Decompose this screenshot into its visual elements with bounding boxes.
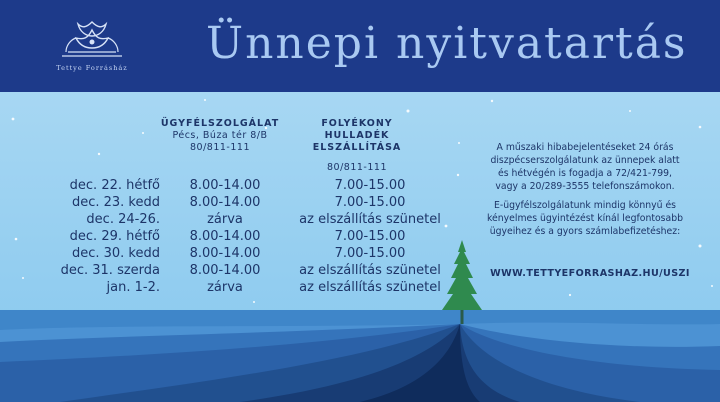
day-label: dec. 22. hétfő [69,178,160,193]
waste-hours: az elszállítás szünetel [299,280,441,295]
waste-hours: az elszállítás szünetel [299,212,441,227]
customer-service-title: ÜGYFÉLSZOLGÁLAT [160,118,280,129]
waste-hours: 7.00-15.00 [334,246,406,261]
waste-phone: 80/811-111 [327,162,387,173]
waste-title-line2: HULLADÉK ELSZÁLLÍTÁSA [312,130,402,153]
customer-service-address: Pécs, Búza tér 8/B [172,130,268,141]
hotline-info [470,141,700,193]
info-line: diszpécserszolgálatunk az ünnepek alatt [490,155,680,166]
day-label: dec. 31. szerda [60,263,160,278]
eservice-link[interactable]: WWW.TETTYEFORRASHAZ.HU/USZI [490,268,690,279]
info-line: A műszaki hibabejelentéseket 24 órás [496,142,674,153]
snow-hills-decoration [0,310,720,402]
waste-hours: 7.00-15.00 [334,229,406,244]
service-hours: 8.00-14.00 [189,246,261,261]
waste-hours: az elszállítás szünetel [299,263,441,278]
service-hours: 8.00-14.00 [189,229,261,244]
waste-hours: 7.00-15.00 [334,178,406,193]
service-hours: zárva [207,280,243,295]
info-line: E-ügyfélszolgálatunk mindig könnyű és [493,200,677,211]
service-hours: 8.00-14.00 [189,263,261,278]
waste-title-line1: FOLYÉKONY [321,118,393,129]
page-title: Ünnepi nyitvatartás [206,18,688,69]
eservice-info [470,199,700,238]
info-line: ügyeihez és a gyors számlabefizetéshez: [489,226,681,237]
waste-hours: 7.00-15.00 [334,195,406,210]
day-label: dec. 30. kedd [71,246,160,261]
info-line: vagy a 20/289-3555 telefonszámokon. [495,181,675,192]
logo-text: Tettye Forrásház [56,64,128,72]
pine-tree-icon [440,238,484,330]
day-label: dec. 29. hétfő [69,229,160,244]
info-line: és hétvégén is fogadja a 72/421-799, [498,168,672,179]
service-hours: zárva [207,212,243,227]
day-label: dec. 24-26. [86,212,160,227]
service-hours: 8.00-14.00 [189,195,261,210]
waste-header [282,118,432,174]
day-label: jan. 1-2. [106,280,160,295]
service-hours: 8.00-14.00 [189,178,261,193]
customer-service-header [160,118,280,154]
day-label: dec. 23. kedd [71,195,160,210]
info-line: kényelmes ügyintézést kínál legfontosabb [486,213,684,224]
customer-service-phone: 80/811-111 [190,142,250,153]
